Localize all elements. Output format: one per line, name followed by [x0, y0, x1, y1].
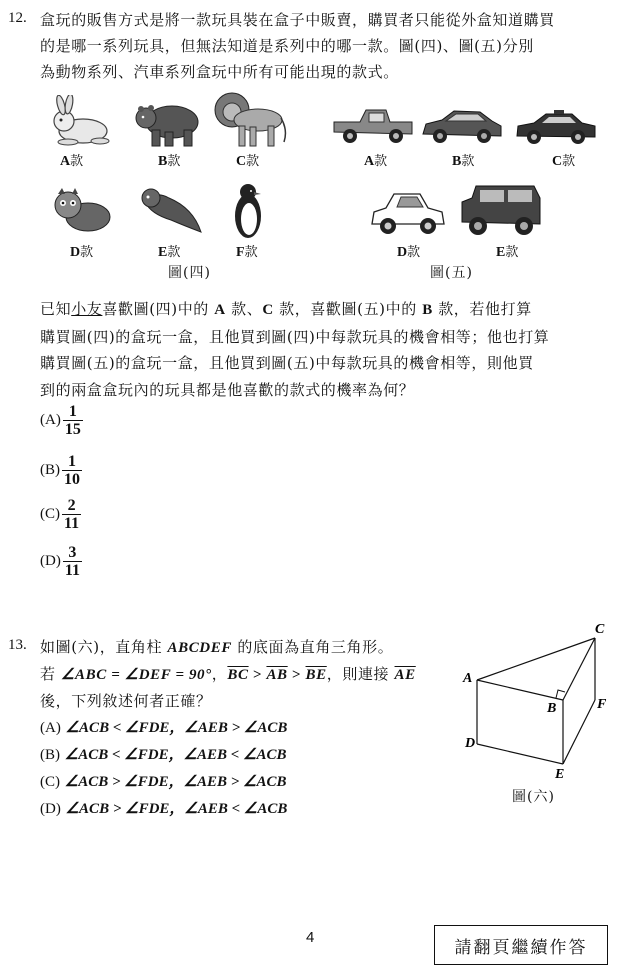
vertex-b: B: [547, 701, 557, 716]
vertex-e: E: [555, 767, 565, 782]
vertex-f: F: [597, 697, 607, 712]
fig4-label-e: E款: [158, 245, 181, 260]
sedan-illustration: [420, 106, 504, 146]
q12-stem: [40, 7, 620, 85]
q12-choice-c[interactable]: (C) $\frac{2}{11}$: [40, 497, 80, 532]
fraction: $\frac{3}{11}$: [64, 544, 80, 579]
figure-4: [40, 90, 290, 285]
fig5-label-b: B款: [452, 154, 475, 169]
q13-stem: [40, 634, 473, 714]
fraction: $\frac{1}{15}$: [64, 403, 81, 438]
q13-choice-a[interactable]: (A) ∠ACB < ∠FDE，∠AEB > ∠ACB: [40, 720, 288, 736]
name-xiaoyou: 小友: [71, 300, 103, 318]
fig4-label-c: C款: [236, 154, 260, 169]
q12-stem-line3: 為動物系列、汽車系列盒玩中所有可能出現的款式。: [40, 63, 399, 81]
q12-para-line3: 購買圖(五)的盒玩一盒，且他買到圖(五)中每款玩具的機會相等，則他買: [40, 354, 534, 372]
q13-choice-d[interactable]: (D) ∠ACB > ∠FDE，∠AEB < ∠ACB: [40, 801, 288, 817]
figure-5: [320, 90, 610, 285]
fig5-label-a: A款: [364, 154, 388, 169]
suv-illustration: [458, 182, 544, 240]
fraction: $\frac{2}{11}$: [64, 497, 80, 532]
q13-choices: [40, 714, 287, 822]
q12-stem-line1: 盒玩的販售方式是將一款玩具裝在盒子中販賣，購買者只能從外盒知道購買: [40, 11, 555, 29]
q12-choice-a[interactable]: (A) $\frac{1}{15}$: [40, 403, 81, 438]
q12-para-line4: 到的兩盒盒玩內的玩具都是他喜歡的款式的機率為何？: [40, 380, 415, 399]
q12-choice-b[interactable]: (B) $\frac{1}{10}$: [40, 453, 80, 488]
q13-choice-b[interactable]: (B) ∠ACB < ∠FDE，∠AEB < ∠ACB: [40, 747, 287, 763]
compact-car-illustration: [368, 188, 448, 240]
vertex-a: A: [463, 671, 473, 686]
turn-page-notice: 請翻頁繼續作答: [434, 925, 608, 965]
fig4-label-a: A款: [60, 154, 84, 169]
rabbit-illustration: [48, 95, 118, 147]
taxi-illustration: [514, 108, 598, 146]
q12-choice-d[interactable]: (D) $\frac{3}{11}$: [40, 544, 80, 579]
red-panda-illustration: [50, 185, 116, 239]
fig5-label-c: C款: [552, 154, 576, 169]
q12-para-line1: 已知小友喜歡圖(四)中的 A 款、C 款，喜歡圖(五)中的 B 款，若他打算: [40, 300, 532, 318]
vertex-c: C: [595, 622, 605, 637]
q13-number: 13.: [8, 637, 27, 653]
q13-stem-line2: 若 ∠ABC = ∠DEF = 90°，$\overline{BC} > \overline{AB} > \overline{BE}$，則連接 $\overline{AE}$: [40, 665, 416, 683]
fig5-caption: 圖(五): [430, 265, 473, 281]
fig4-caption: 圖(四): [168, 265, 211, 281]
fig5-label-e: E款: [496, 245, 519, 260]
fig6-caption: 圖(六): [512, 789, 555, 805]
q13-stem-line1: 如圖(六)，直角柱 ABCDEF 的底面為直角三角形。: [40, 638, 394, 656]
q12-stem-line2: 的是哪一系列玩具，但無法知道是系列中的哪一款。圖(四)、圖(五)分別: [40, 37, 534, 55]
q13-choice-c[interactable]: (C) ∠ACB > ∠FDE，∠AEB > ∠ACB: [40, 774, 287, 790]
bear-illustration: [132, 98, 204, 150]
fig4-label-b: B款: [158, 154, 181, 169]
q12-paragraph: [40, 296, 620, 403]
q12-para-line2: 購買圖(四)的盒玩一盒，且他買到圖(四)中每款玩具的機會相等；他也打算: [40, 327, 550, 346]
otter-illustration: [135, 182, 207, 240]
page-number: 4: [306, 929, 315, 946]
penguin-illustration: [228, 182, 268, 242]
fig4-label-d: D款: [70, 245, 94, 260]
q12-number: 12.: [8, 10, 27, 26]
vertex-d: D: [465, 736, 476, 751]
fig4-label-f: F款: [236, 245, 258, 260]
q13-stem-line3: 後，下列敘述何者正確？: [40, 692, 212, 710]
fraction: $\frac{1}{10}$: [64, 453, 80, 488]
fig5-label-d: D款: [397, 245, 421, 260]
pickup-truck-illustration: [330, 104, 416, 146]
lion-illustration: [212, 90, 288, 150]
